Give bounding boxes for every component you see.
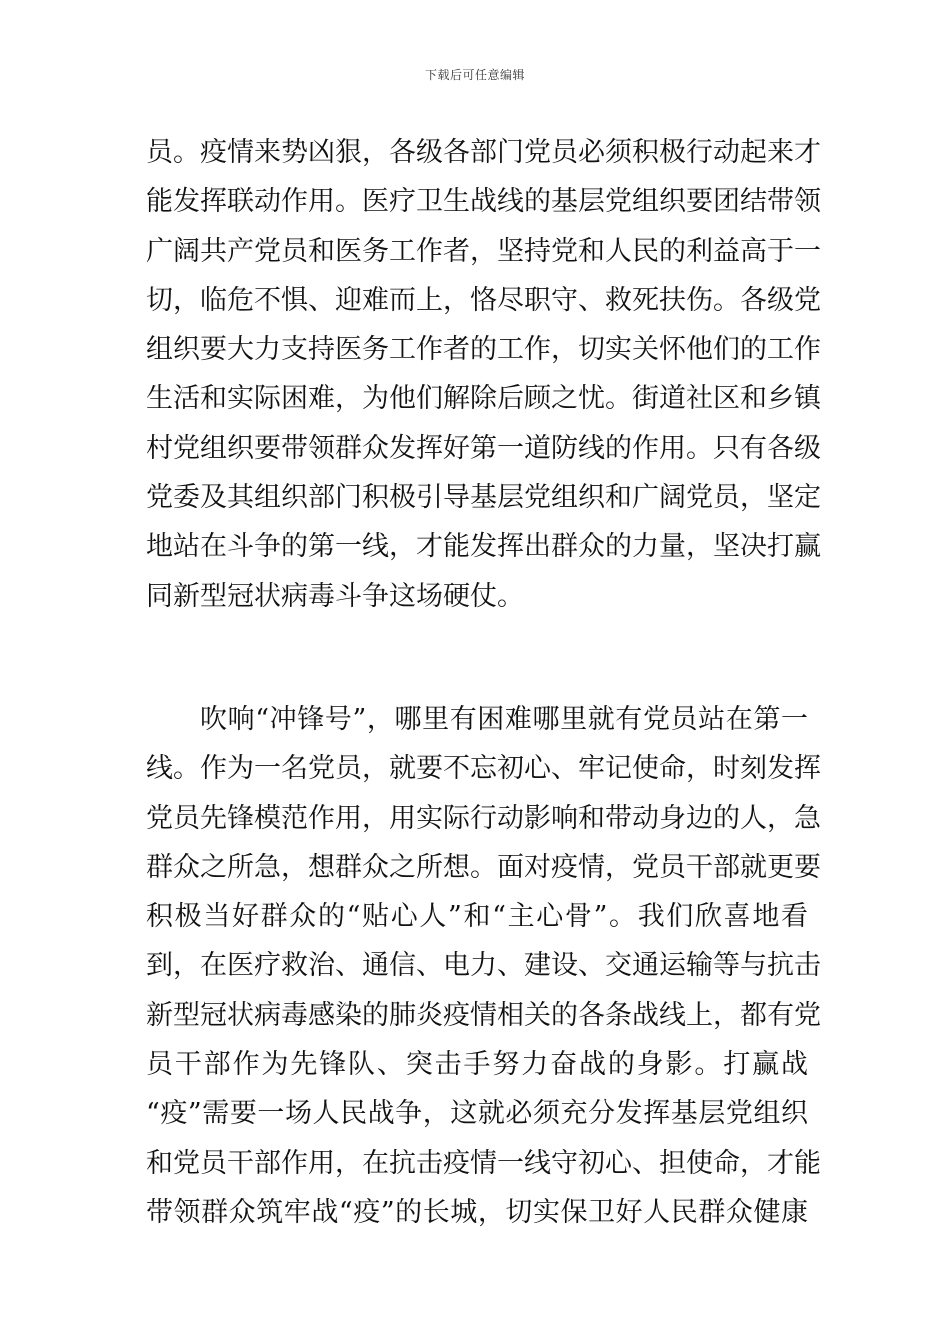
- paragraph-1: [146, 128, 821, 621]
- text-line: 新型冠状病毒感染的肺炎疫情相关的各条战线上，都有党: [146, 999, 821, 1031]
- paragraph-2: [146, 695, 821, 1237]
- text-line: 组织要大力支持医务工作者的工作，切实关怀他们的工作: [146, 334, 821, 366]
- text-line: 党员先锋模范作用，用实际行动影响和带动身边的人，急: [146, 802, 821, 834]
- text-line: 带领群众筑牢战“疫”的长城，切实保卫好人民群众健康: [146, 1196, 808, 1228]
- text-line: 吹响“冲锋号”，哪里有困难哪里就有党员站在第一: [200, 703, 808, 735]
- text-line: 村党组织要带领群众发挥好第一道防线的作用。只有各级: [146, 432, 821, 464]
- text-line: 员干部作为先锋队、突击手努力奋战的身影。打赢战: [146, 1049, 808, 1081]
- text-line: 地站在斗争的第一线，才能发挥出群众的力量，坚决打赢: [146, 531, 821, 563]
- text-line: 员。疫情来势凶狠，各级各部门党员必须积极行动起来才: [146, 137, 821, 168]
- text-line: 积极当好群众的“贴心人”和“主心骨”。我们欣喜地看: [146, 901, 808, 933]
- text-line: 能发挥联动作用。医疗卫生战线的基层党组织要团结带领: [146, 186, 821, 218]
- text-line: “疫”需要一场人民战争，这就必须充分发挥基层党组织: [146, 1098, 808, 1130]
- body-text: [146, 128, 821, 1237]
- text-line: 生活和实际困难，为他们解除后顾之忧。街道社区和乡镇: [146, 383, 821, 415]
- text-line: 切，临危不惧、迎难而上，恪尽职守、救死扶伤。各级党: [146, 284, 821, 316]
- text-line: 到，在医疗救治、通信、电力、建设、交通运输等与抗击: [146, 950, 821, 982]
- text-line: 同新型冠状病毒斗争这场硬仗。: [146, 580, 524, 612]
- text-line: 群众之所急，想群众之所想。面对疫情，党员干部就更要: [146, 851, 821, 883]
- text-line: 党委及其组织部门积极引导基层党组织和广阔党员，坚定: [146, 482, 821, 514]
- text-line: 广阔共产党员和医务工作者，坚持党和人民的利益高于一: [146, 235, 821, 267]
- text-line: 线。作为一名党员，就要不忘初心、牢记使命，时刻发挥: [146, 753, 821, 785]
- header-note: 下载后可任意编辑: [424, 68, 525, 82]
- text-line: 和党员干部作用，在抗击疫情一线守初心、担使命，才能: [146, 1147, 821, 1179]
- paragraph-gap: [146, 621, 808, 695]
